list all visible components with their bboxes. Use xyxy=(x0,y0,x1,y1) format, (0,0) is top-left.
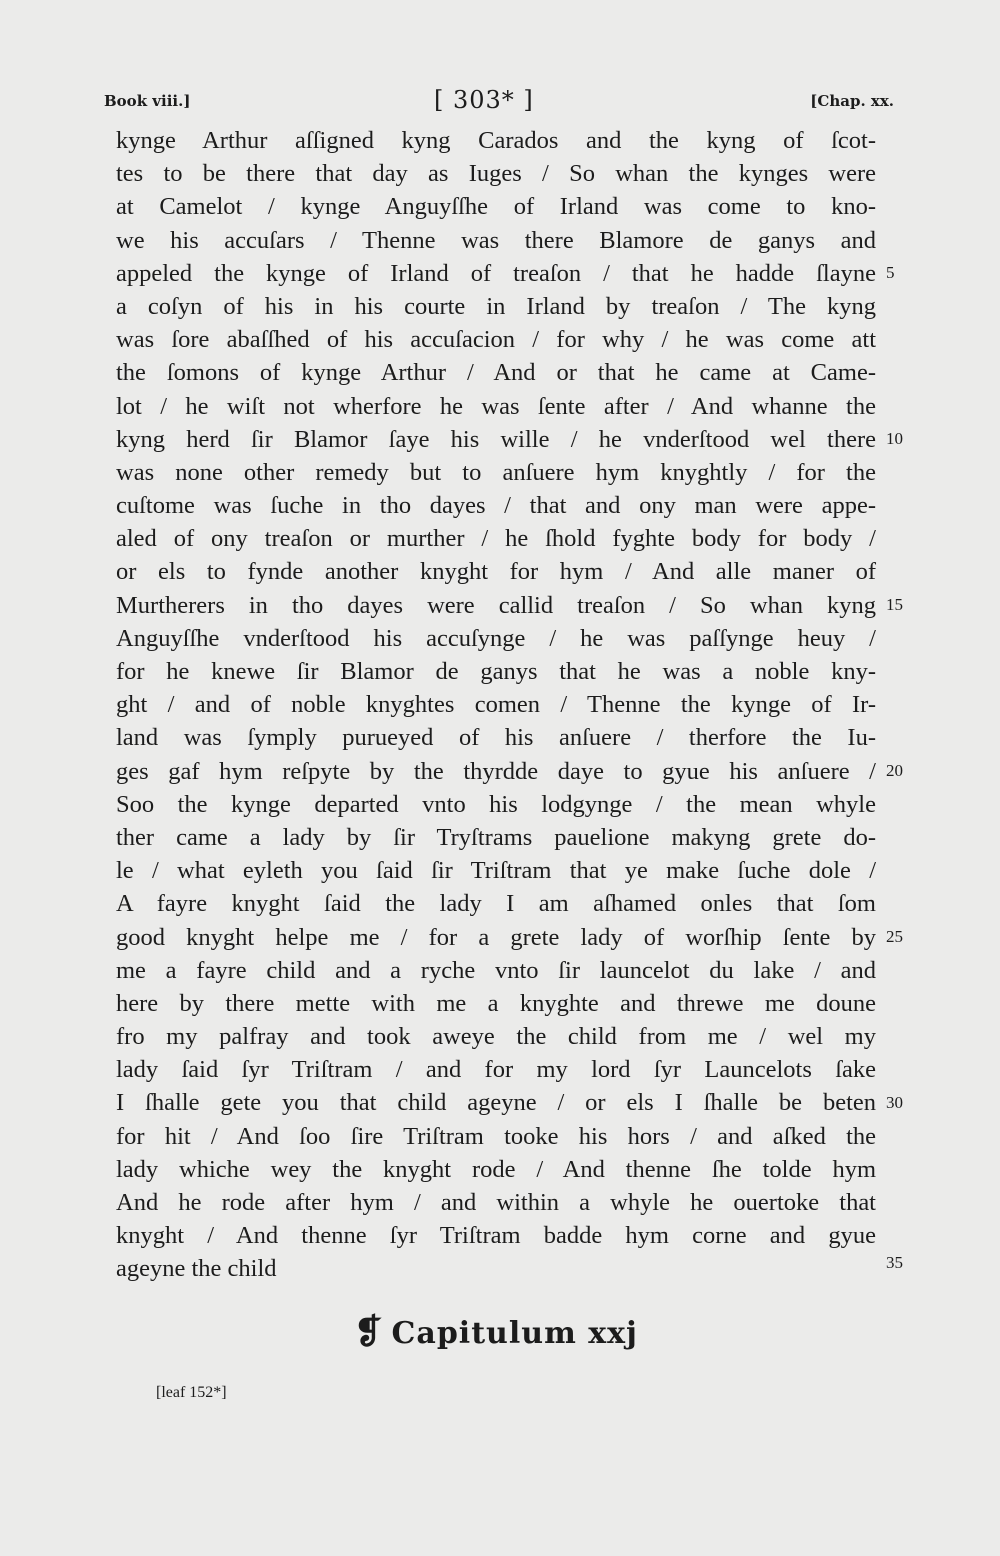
text-line: here by there mette with me a knyghte and threwe me doune xyxy=(116,989,876,1017)
text-line: knyght / And thenne ſyr Triſtram badde hym corne and gyue xyxy=(116,1222,876,1250)
text-line: land was ſymply purueyed of his anſuere / therfore the Iu- xyxy=(116,724,876,752)
line-number: 30 xyxy=(886,1093,903,1112)
text-line: ageyne the child xyxy=(116,1255,277,1283)
line-number: 25 xyxy=(886,927,903,946)
text-line: I ſhalle gete you that child ageyne / or els I ſhalle be beten xyxy=(116,1089,876,1117)
text-line: fro my palfray and took aweye the child from me / wel my xyxy=(116,1023,876,1051)
text-line: Soo the kynge departed vnto his lodgynge / the mean whyle xyxy=(116,790,876,818)
chapter-title: Capitulum xxj xyxy=(391,1316,638,1351)
line-number: 15 xyxy=(886,595,903,614)
text-line: me a fayre child and a ryche vnto ſir launcelot du lake / and xyxy=(116,956,876,984)
text-line: ges gaf hym reſpyte by the thyrdde daye to gyue his anſuere / xyxy=(116,757,876,785)
text-line: lady ſaid ſyr Triſtram / and for my lord ſyr Launcelots ſake xyxy=(116,1056,876,1084)
text-line: And he rode after hym / and within a whyle he ouertoke that xyxy=(116,1189,876,1216)
leaf-note: [leaf 152*] xyxy=(156,1384,227,1401)
text-line: at Camelot / kynge Anguyſſhe of Irland was come to kno- xyxy=(116,193,876,221)
body-text xyxy=(116,124,876,1286)
chapter-label: [Chap. xx. xyxy=(810,92,894,110)
text-line: or els to fynde another knyght for hym / And alle maner of xyxy=(116,558,876,586)
line-number: 5 xyxy=(886,263,895,282)
text-line: for he knewe ſir Blamor de ganys that he was a noble kny- xyxy=(116,658,876,685)
text-line: was none other remedy but to anſuere hym knyghtly / for the xyxy=(116,458,876,486)
text-line: le / what eyleth you ſaid ſir Triſtram that ye make ſuche dole / xyxy=(116,857,876,885)
text-line: the ſomons of kynge Arthur / And or that he came at Came- xyxy=(116,359,876,387)
book-label: Book viii.] xyxy=(104,92,191,110)
text-line: ther came a lady by ſir Tryſtrams pauelione makyng grete do- xyxy=(116,823,876,851)
text-line: for hit / And ſoo ſire Triſtram tooke his hors / and aſked the xyxy=(116,1122,876,1150)
text-line: aled of ony treaſon or murther / he ſhold fyghte body for body / xyxy=(116,525,876,553)
text-line: A fayre knyght ſaid the lady I am aſhamed onles that ſom xyxy=(116,890,876,918)
text-line: we his accuſars / Thenne was there Blamore de ganys and xyxy=(116,226,876,254)
text-line: was ſore abaſſhed of his accuſacion / for why / he was come att xyxy=(116,326,876,354)
text-line: kyng herd ſir Blamor ſaye his wille / he vnderſtood wel there xyxy=(116,425,876,453)
text-line: good knyght helpe me / for a grete lady of worſhip ſente by xyxy=(116,923,876,951)
line-number: 20 xyxy=(886,761,903,780)
text-line: kynge Arthur aſſigned kyng Carados and the kyng of ſcot- xyxy=(116,127,876,154)
line-number: 10 xyxy=(886,429,903,448)
text-line: Anguyſſhe vnderſtood his accuſynge / he was paſſynge heuy / xyxy=(116,624,876,652)
text-line: cuſtome was ſuche in tho dayes / that and ony man were appe- xyxy=(116,492,876,520)
running-header xyxy=(104,86,894,116)
text-line: Murtherers in tho dayes were callid treaſon / So whan kyng xyxy=(116,591,876,619)
text-line: ght / and of noble knyghtes comen / Thenne the kynge of Ir- xyxy=(116,691,876,719)
text-line: appeled the kynge of Irland of treaſon / that he hadde ſlayne xyxy=(116,259,876,287)
pilcrow-icon: ❡ xyxy=(354,1312,384,1352)
page-number: [ 303* ] xyxy=(434,86,534,114)
chapter-heading xyxy=(354,1312,638,1352)
text-line: a coſyn of his in his courte in Irland by treaſon / The kyng xyxy=(116,292,876,320)
text-line: lot / he wiſt not wherfore he was ſente after / And whanne the xyxy=(116,392,876,420)
line-number: 35 xyxy=(886,1253,903,1272)
text-line: lady whiche wey the knyght rode / And thenne ſhe tolde hym xyxy=(116,1155,876,1183)
text-line: tes to be there that day as Iuges / So whan the kynges were xyxy=(116,160,876,188)
